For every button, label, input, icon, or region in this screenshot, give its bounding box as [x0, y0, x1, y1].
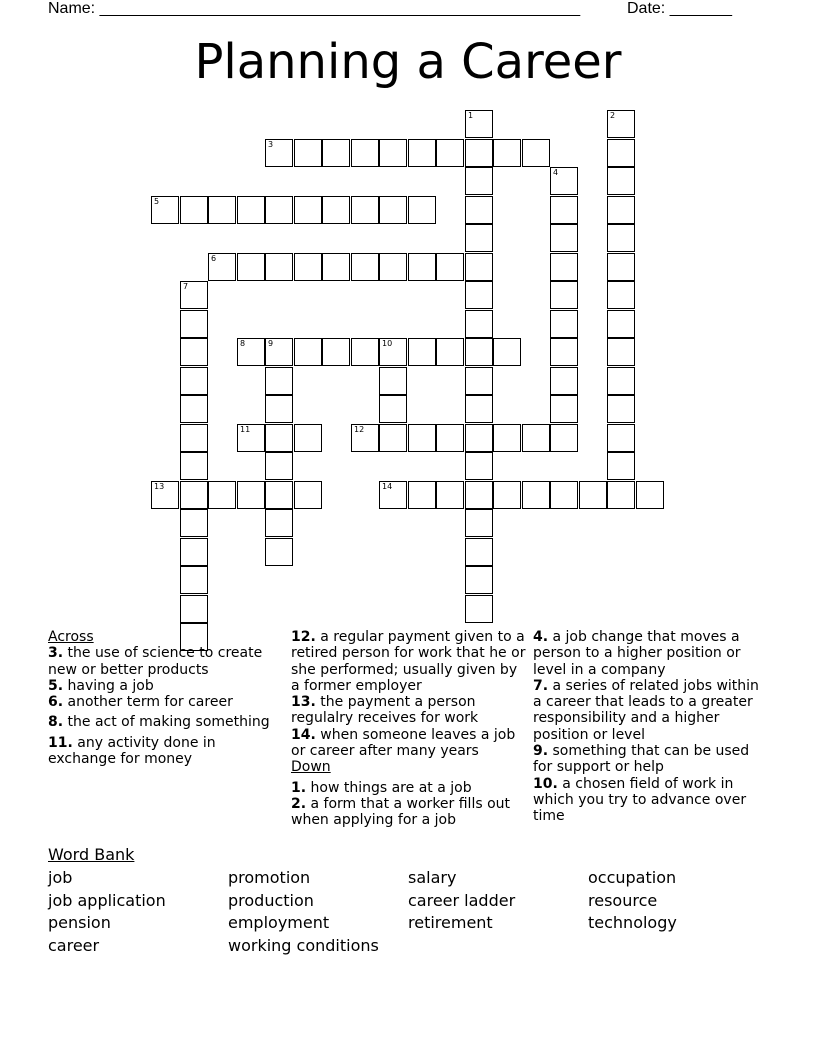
clue-across-3: 3. the use of science to create new or better products: [48, 645, 263, 678]
cell-number: 4: [553, 168, 559, 177]
crossword-cell[interactable]: [265, 509, 293, 537]
clue-across-11: 11. any activity done in exchange for money: [48, 734, 216, 768]
clue-down-10: 10. a chosen field of work in which you try to advance over time: [533, 775, 747, 825]
crossword-cell[interactable]: [436, 424, 464, 452]
crossword-cell[interactable]: [294, 139, 322, 167]
crossword-cell[interactable]: [379, 424, 407, 452]
word-bank-column-4: [588, 867, 677, 935]
crossword-cell[interactable]: [265, 481, 293, 509]
word-bank-item: employment: [228, 913, 330, 932]
crossword-cell[interactable]: [294, 424, 322, 452]
crossword-cell[interactable]: [180, 367, 208, 395]
crossword-cell[interactable]: [237, 424, 265, 452]
cell-number: 14: [382, 482, 393, 491]
crossword-cell[interactable]: [265, 139, 293, 167]
crossword-cell[interactable]: [579, 481, 607, 509]
crossword-cell[interactable]: [607, 139, 635, 167]
cell-number: 13: [154, 482, 165, 491]
crossword-cell[interactable]: [408, 424, 436, 452]
crossword-cell[interactable]: [607, 452, 635, 480]
crossword-cell[interactable]: [607, 424, 635, 452]
crossword-cell[interactable]: [465, 139, 493, 167]
crossword-cell[interactable]: [180, 538, 208, 566]
crossword-cell[interactable]: [607, 281, 635, 309]
clue-down-2: 2. a form that a worker fills out when applying for a job: [291, 795, 511, 829]
word-bank-item: working conditions: [228, 935, 379, 955]
crossword-cell[interactable]: [180, 395, 208, 423]
crossword-cell[interactable]: [493, 139, 521, 167]
word-bank-item: career ladder: [408, 890, 516, 910]
crossword-cell[interactable]: [408, 139, 436, 167]
crossword-cell[interactable]: [180, 509, 208, 537]
clue-across-8: 8. the act of making something: [48, 714, 270, 731]
clue-down-9: 9. something that can be used for support or help: [533, 743, 750, 776]
clue-across-12: 12. a regular payment given to a retired person for work that he or she performed; usually given by a former employer: [291, 629, 526, 694]
clue-across-6: 6. another term for career: [48, 694, 233, 711]
crossword-cell[interactable]: [379, 253, 407, 281]
word-bank-item: resource: [588, 890, 658, 910]
cell-number: 6: [211, 254, 217, 263]
crossword-cell[interactable]: [237, 481, 265, 509]
clues-column-1: [48, 629, 283, 767]
crossword-cell[interactable]: [180, 281, 208, 309]
crossword-cell[interactable]: [493, 424, 521, 452]
crossword-cell[interactable]: [550, 224, 578, 252]
crossword-cell[interactable]: [265, 367, 293, 395]
crossword-cell[interactable]: [465, 538, 493, 566]
cell-number: 10: [382, 339, 393, 348]
crossword-cell[interactable]: [522, 481, 550, 509]
crossword-cell[interactable]: [208, 196, 236, 224]
crossword-cell[interactable]: [265, 338, 293, 366]
word-bank-column-2: [228, 867, 379, 957]
cell-number: 5: [154, 197, 160, 206]
crossword-cell[interactable]: [180, 566, 208, 594]
word-bank-item: promotion: [228, 868, 311, 887]
crossword-cell[interactable]: [379, 395, 407, 423]
crossword-cell[interactable]: [607, 224, 635, 252]
clue-across-14: 14. when someone leaves a job or career after many years: [291, 726, 516, 760]
word-bank-item: job application: [48, 890, 166, 910]
crossword-cell[interactable]: [294, 196, 322, 224]
crossword-cell[interactable]: [550, 167, 578, 195]
crossword-cell[interactable]: [351, 253, 379, 281]
crossword-cell[interactable]: [408, 481, 436, 509]
crossword-cell[interactable]: [550, 196, 578, 224]
crossword-cell[interactable]: [265, 196, 293, 224]
crossword-cell[interactable]: [607, 395, 635, 423]
crossword-cell[interactable]: [265, 538, 293, 566]
crossword-cell[interactable]: [607, 310, 635, 338]
crossword-cell[interactable]: [607, 196, 635, 224]
crossword-cell[interactable]: [493, 481, 521, 509]
crossword-cell[interactable]: [636, 481, 664, 509]
crossword-cell[interactable]: [322, 196, 350, 224]
clues-column-3: [533, 629, 768, 825]
crossword-cell[interactable]: [379, 481, 407, 509]
crossword-cell[interactable]: [351, 196, 379, 224]
word-bank-item: retirement: [408, 913, 493, 932]
crossword-cell[interactable]: [408, 253, 436, 281]
crossword-cell[interactable]: [465, 196, 493, 224]
crossword-cell[interactable]: [208, 253, 236, 281]
crossword-cell[interactable]: [265, 424, 293, 452]
clues-column-2: [291, 629, 526, 829]
word-bank-item: production: [228, 890, 314, 910]
crossword-cell[interactable]: [180, 595, 208, 623]
crossword-cell[interactable]: [607, 167, 635, 195]
crossword-cell[interactable]: [180, 481, 208, 509]
crossword-cell[interactable]: [436, 253, 464, 281]
cell-number: 1: [468, 111, 474, 120]
crossword-cell[interactable]: [607, 481, 635, 509]
cell-number: 3: [268, 140, 274, 149]
date-line[interactable]: Date: _______: [627, 0, 732, 17]
crossword-cell[interactable]: [465, 595, 493, 623]
crossword-cell[interactable]: [550, 481, 578, 509]
word-bank-column-1: [48, 867, 166, 957]
crossword-cell[interactable]: [265, 452, 293, 480]
word-bank-item: pension: [48, 913, 111, 932]
crossword-cell[interactable]: [351, 139, 379, 167]
across-heading: Across: [48, 629, 94, 645]
crossword-cell[interactable]: [151, 196, 179, 224]
crossword-cell[interactable]: [607, 338, 635, 366]
clue-across-13: 13. the payment a person regulalry receives for work: [291, 694, 479, 727]
crossword-cell[interactable]: [237, 196, 265, 224]
crossword-cell[interactable]: [180, 338, 208, 366]
crossword-cell[interactable]: [465, 253, 493, 281]
clue-down-1: 1. how things are at a job: [291, 779, 472, 796]
down-heading: Down: [291, 759, 331, 776]
cell-number: 8: [240, 339, 246, 348]
word-bank-title: Word Bank: [48, 845, 135, 864]
crossword-cell[interactable]: [465, 566, 493, 594]
crossword-cell[interactable]: [465, 338, 493, 366]
crossword-cell[interactable]: [607, 110, 635, 138]
crossword-cell[interactable]: [465, 310, 493, 338]
crossword-cell[interactable]: [465, 281, 493, 309]
crossword-cell[interactable]: [294, 253, 322, 281]
crossword-cell[interactable]: [379, 367, 407, 395]
crossword-cell[interactable]: [465, 367, 493, 395]
crossword-cell[interactable]: [607, 367, 635, 395]
crossword-cell[interactable]: [465, 424, 493, 452]
clue-down-4: 4. a job change that moves a person to a higher position or level in a company: [533, 629, 741, 678]
word-bank-item: salary: [408, 868, 457, 887]
word-bank-item: occupation: [588, 868, 677, 887]
crossword-cell[interactable]: [351, 424, 379, 452]
crossword-cell[interactable]: [237, 253, 265, 281]
cell-number: 12: [354, 425, 365, 434]
crossword-cell[interactable]: [351, 338, 379, 366]
crossword-cell[interactable]: [408, 338, 436, 366]
cell-number: 9: [268, 339, 274, 348]
crossword-cell[interactable]: [180, 196, 208, 224]
word-bank-column-3: [408, 867, 515, 935]
crossword-cell[interactable]: [465, 110, 493, 138]
word-bank-item: job: [48, 868, 73, 887]
page-title: Planning a Career: [194, 34, 622, 90]
crossword-cell[interactable]: [550, 395, 578, 423]
cell-number: 11: [240, 425, 251, 434]
crossword-cell[interactable]: [265, 253, 293, 281]
crossword-cell[interactable]: [493, 338, 521, 366]
crossword-cell[interactable]: [465, 224, 493, 252]
crossword-cell[interactable]: [294, 481, 322, 509]
crossword-cell[interactable]: [550, 310, 578, 338]
crossword-cell[interactable]: [465, 509, 493, 537]
clue-down-7: 7. a series of related jobs within a career that leads to a greater responsibility and a higher position or level: [533, 677, 759, 743]
crossword-cell[interactable]: [208, 481, 236, 509]
word-bank-item: technology: [588, 913, 677, 932]
crossword-cell[interactable]: [436, 338, 464, 366]
crossword-cell[interactable]: [265, 395, 293, 423]
crossword-cell[interactable]: [379, 338, 407, 366]
crossword-cell[interactable]: [379, 196, 407, 224]
cell-number: 2: [610, 111, 616, 120]
crossword-cell[interactable]: [180, 310, 208, 338]
crossword-cell[interactable]: [550, 338, 578, 366]
crossword-cell[interactable]: [180, 424, 208, 452]
crossword-cell[interactable]: [550, 253, 578, 281]
crossword-cell[interactable]: [522, 139, 550, 167]
crossword-cell[interactable]: [322, 139, 350, 167]
crossword-cell[interactable]: [465, 481, 493, 509]
crossword-cell[interactable]: [294, 338, 322, 366]
crossword-cell[interactable]: [151, 481, 179, 509]
crossword-cell[interactable]: [180, 452, 208, 480]
crossword-cell[interactable]: [408, 196, 436, 224]
crossword-cell[interactable]: [322, 253, 350, 281]
crossword-cell[interactable]: [550, 367, 578, 395]
crossword-cell[interactable]: [465, 395, 493, 423]
crossword-cell[interactable]: [550, 281, 578, 309]
word-bank-item: career: [48, 935, 100, 955]
clue-across-5: 5. having a job: [48, 677, 154, 694]
crossword-cell[interactable]: [436, 139, 464, 167]
name-line[interactable]: Name: ______________________________________________________: [48, 0, 581, 17]
crossword-cell[interactable]: [379, 139, 407, 167]
cell-number: 7: [183, 282, 189, 291]
crossword-cell[interactable]: [550, 424, 578, 452]
crossword-cell[interactable]: [436, 481, 464, 509]
crossword-cell[interactable]: [465, 167, 493, 195]
crossword-cell[interactable]: [322, 338, 350, 366]
crossword-cell[interactable]: [465, 452, 493, 480]
crossword-cell[interactable]: [607, 253, 635, 281]
crossword-cell[interactable]: [522, 424, 550, 452]
crossword-cell[interactable]: [237, 338, 265, 366]
